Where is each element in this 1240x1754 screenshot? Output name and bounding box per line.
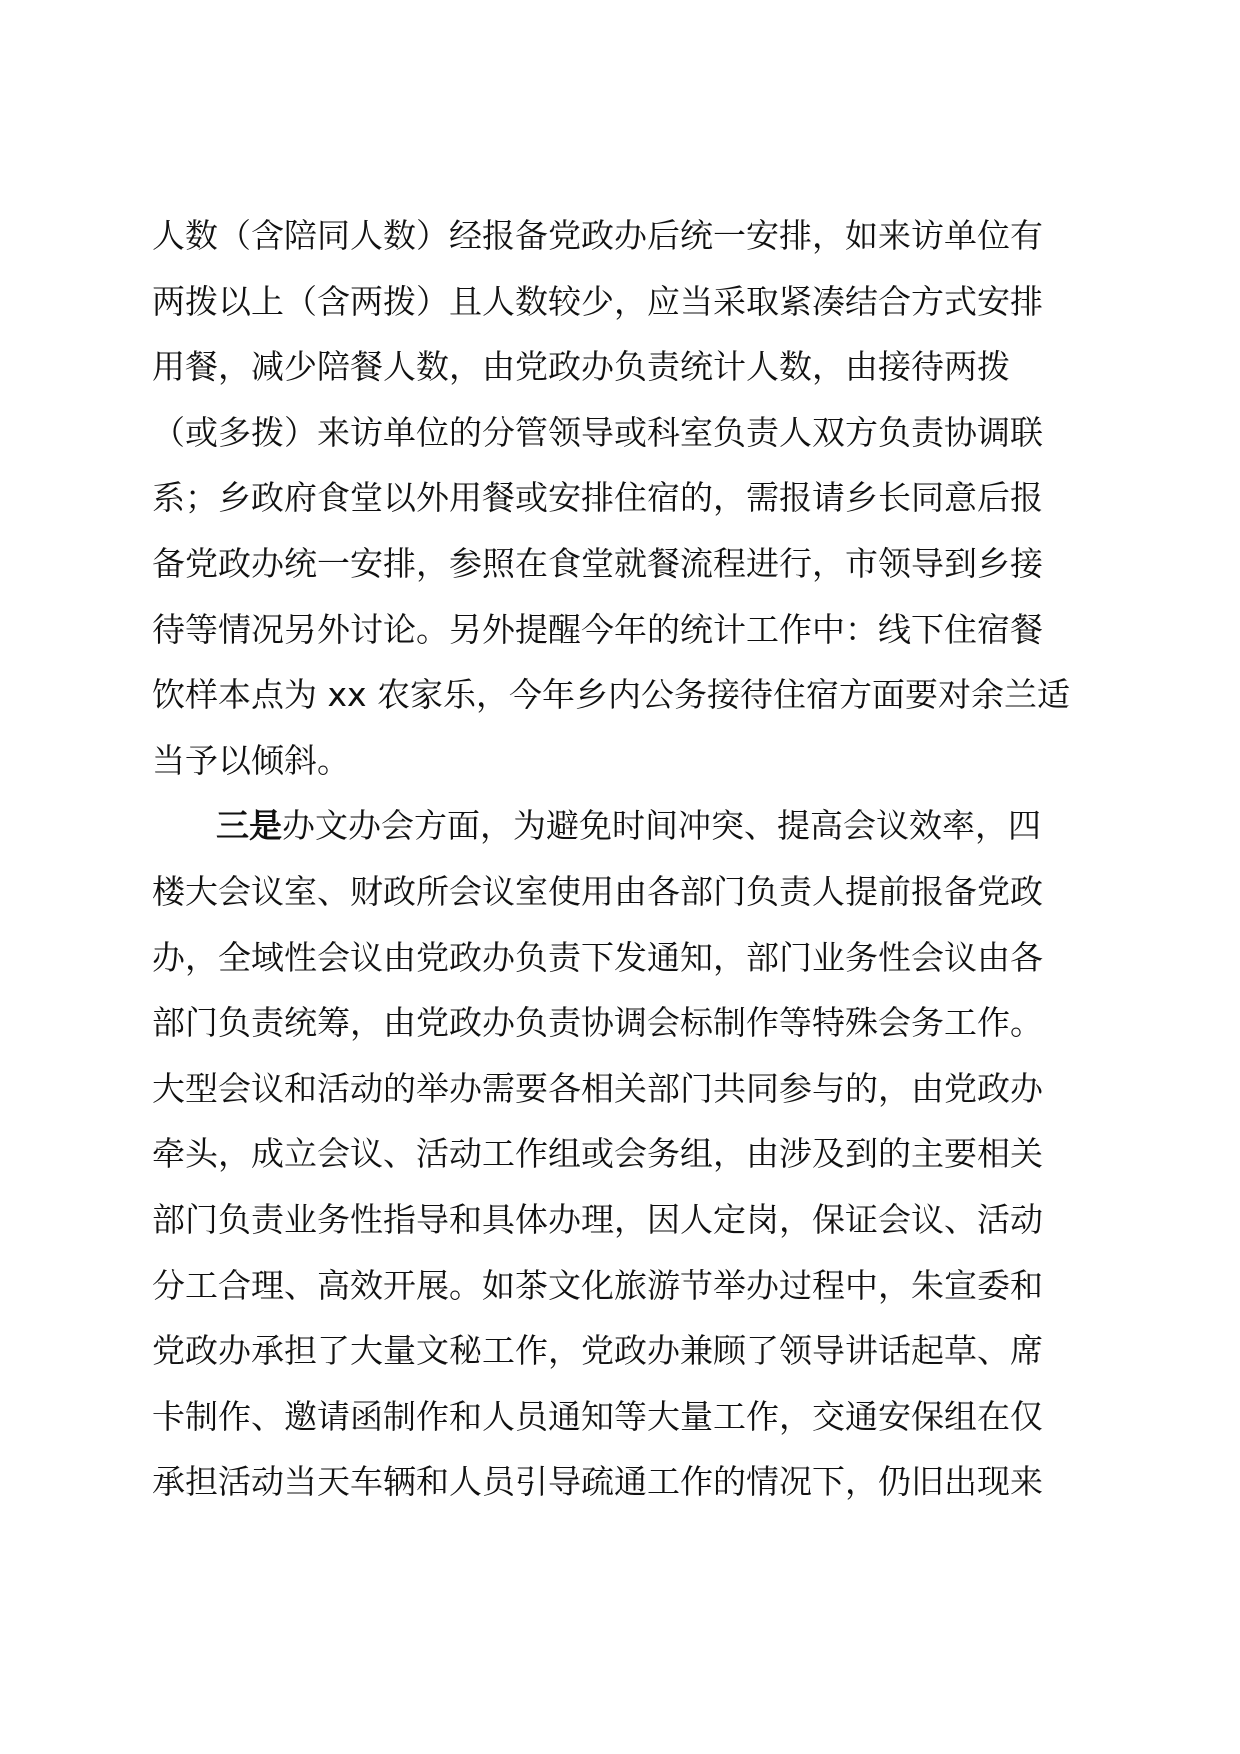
text-line: 楼大会议室、财政所会议室使用由各部门负责人提前报备党政 <box>152 871 1043 911</box>
text-line: 部门负责统筹，由党政办负责协调会标制作等特殊会务工作。 <box>152 1003 1043 1043</box>
text-line: 牵头，成立会议、活动工作组或会务组，由涉及到的主要相关 <box>152 1134 1043 1174</box>
paragraph-first-line <box>152 806 1092 872</box>
text-line: 大型会议和活动的举办需要各相关部门共同参与的，由党政办 <box>152 1068 1043 1108</box>
text-line: 卡制作、邀请函制作和人员通知等大量工作，交通安保组在仅 <box>152 1396 1043 1436</box>
text-line: 党政办承担了大量文秘工作，党政办兼顾了领导讲话起草、席 <box>152 1331 1043 1371</box>
paragraph-lead: 三是 <box>216 806 282 846</box>
text-line: 人数（含陪同人数）经报备党政办后统一安排，如来访单位有 <box>152 216 1043 255</box>
text-line: 待等情况另外讨论。另外提醒今年的统计工作中：线下住宿餐 <box>152 609 1043 649</box>
text-line: 两拨以上（含两拨）且人数较少，应当采取紧凑结合方式安排 <box>152 281 1043 321</box>
text-line: 系；乡政府食堂以外用餐或安排住宿的，需报请乡长同意后报 <box>152 478 1043 518</box>
text-line: 备党政办统一安排，参照在食堂就餐流程进行，市领导到乡接 <box>152 543 1043 583</box>
text-line: 当予以倾斜。 <box>152 740 350 780</box>
text-line: 承担活动当天车辆和人员引导疏通工作的情况下，仍旧出现来 <box>152 1462 1043 1502</box>
paragraph-first-text: 办文办会方面，为避免时间冲突、提高会议效率，四 <box>282 806 1041 846</box>
text-line: 部门负责业务性指导和具体办理，因人定岗，保证会议、活动 <box>152 1199 1043 1239</box>
text-line: 办，全域性会议由党政办负责下发通知，部门业务性会议由各 <box>152 937 1043 977</box>
document-body <box>152 216 1092 1528</box>
text-line: 分工合理、高效开展。如茶文化旅游节举办过程中，朱宣委和 <box>152 1265 1043 1305</box>
text-line: （或多拨）来访单位的分管领导或科室负责人双方负责协调联 <box>152 412 1043 452</box>
text-line: 用餐，减少陪餐人数，由党政办负责统计人数，由接待两拨 <box>152 347 1010 387</box>
text-line: 饮样本点为 xx 农家乐，今年乡内公务接待住宿方面要对余兰适 <box>152 675 1071 715</box>
